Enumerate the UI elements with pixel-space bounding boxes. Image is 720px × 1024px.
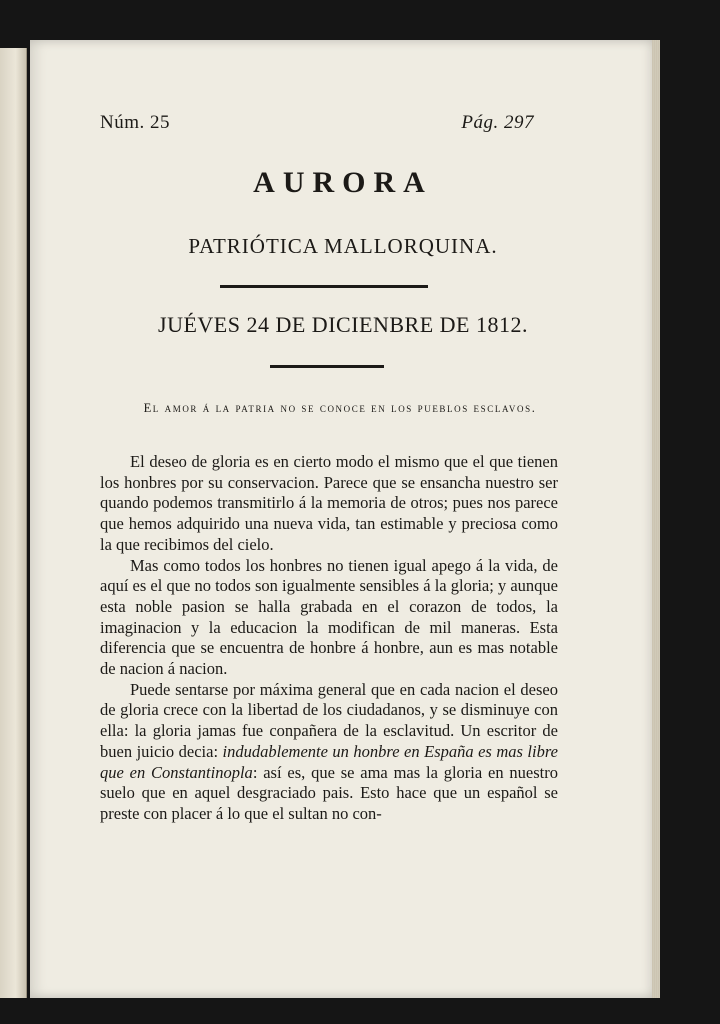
issue-date: JUÉVES 24 DE DICIENBRE DE 1812. (158, 312, 528, 337)
paragraph-3 (100, 680, 558, 825)
issue-number: Núm. 25 (100, 112, 170, 133)
article-body (100, 452, 558, 825)
masthead-subtitle: PATRIÓTICA MALLORQUINA. (188, 234, 498, 258)
masthead-title: AURORA (253, 166, 433, 199)
right-page-edge (652, 40, 660, 998)
paragraph-1: El deseo de gloria es en cierto modo el mismo que el que tienen los honbres por su conservacion. Parece que se ensancha nuestro ser quando podemos transmitirlo á la memoria de otros; pues nos parece que hemos adquirido una nueva vida, tan estimable y preciosa como la que recibimos del cielo. (100, 452, 558, 554)
article-title: El amor á la patria no se conoce en los pueblos esclavos. (143, 401, 537, 415)
page-number: Pág. 297 (461, 112, 534, 133)
newspaper-page (30, 40, 656, 998)
paragraph-3-end: : así es, que se ama mas la gloria en nuestro suelo que en aquel desgraciado pais. Esto hace que un español se preste con placer á lo que el sultan no con- (100, 762, 558, 823)
left-page-edge (0, 48, 27, 998)
decorative-rule-short (270, 365, 384, 368)
quotation: indudablemente un honbre en España es mas libre que en Constantinopla (100, 741, 558, 782)
paragraph-3-start: Puede sentarse por máxima general que en cada nacion el deseo de gloria crece con la libertad de los ciudadanos, y se disminuye con ella: la gloria jamas fue conpañera de la esclavitud. Un escritor de buen juicio decia: (100, 679, 558, 761)
decorative-rule (220, 285, 428, 288)
paragraph-2: Mas como todos los honbres no tienen igual apego á la vida, de aquí es el que no todos son igualmente sensibles á la gloria; y aunque esta noble pasion se halla grabada en el corazon de todos, la imaginacion y la educacion la modifican de mil maneras. Esta diferencia que se encuentra de honbre á honbre, aun es mas notable de nacion á nacion. (100, 555, 558, 679)
